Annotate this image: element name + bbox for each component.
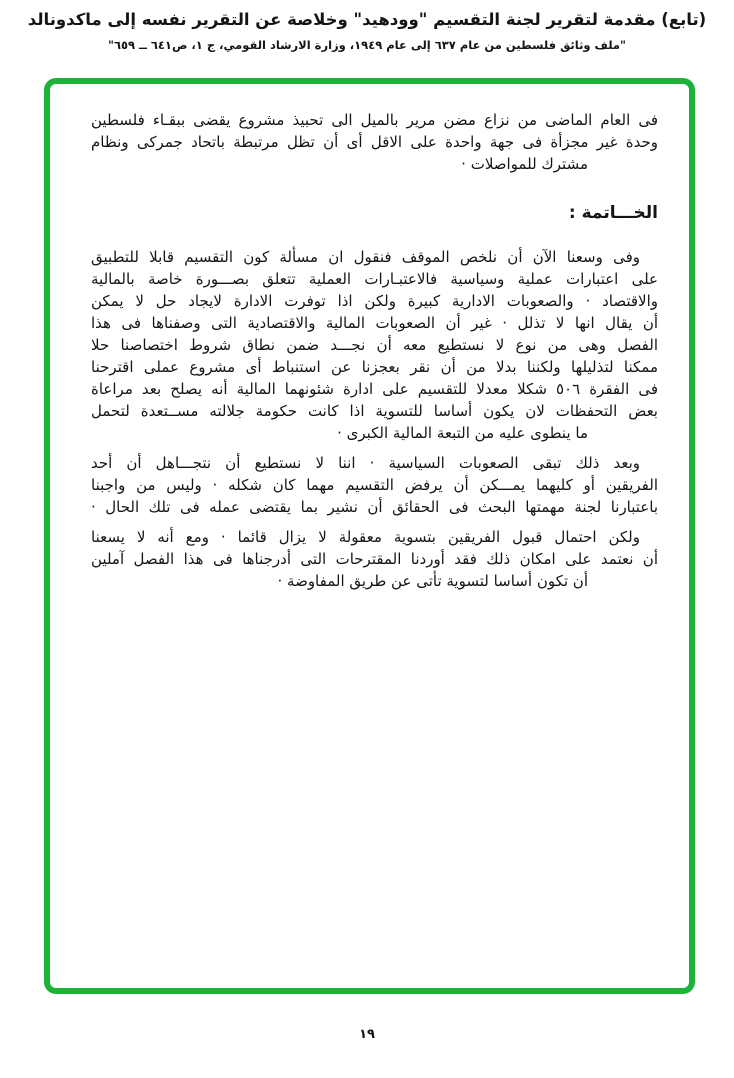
- text-line: فى الفقرة ٥٠٦ شكلا معدلا للتقسيم على ادارة شئونهما المالية أنه يصلح بعد مراعاة: [91, 380, 658, 398]
- opening-paragraph: [91, 109, 658, 175]
- text-line: الفصل وهى من نوع لا نستطيع معه أن نجـــد ضمن نطاق شروط اختصاصنا حلا: [91, 336, 658, 354]
- document-header: [0, 9, 734, 53]
- conclusion-heading: الخـــاتمة :: [568, 203, 658, 223]
- text-line: وبعد ذلك تبقى الصعوبات السياسية · اننا لا نستطيع أن نتجـــاهل أن أحد: [91, 454, 640, 472]
- text-line: فى العام الماضى من نزاع مضن مرير بالميل الى تحبيذ مشروع يقضى ببقـاء فلسطين: [91, 111, 658, 129]
- text-line: مشترك للمواصلات ·: [461, 155, 588, 173]
- text-line: على اعتبارات عملية وسياسية فالاعتبـارات العملية تتعلق بصـــورة خاصة بالمالية: [91, 270, 658, 288]
- conclusion-paragraph-3: [91, 526, 658, 592]
- text-line: الفريقين أو كليهما يمـــكن أن يرفض التقسيم مهما كان شكله · وليس من واجبنا: [91, 476, 658, 494]
- document-source-citation: "ملف وثائق فلسطين من عام ٦٣٧ إلى عام ١٩٤٩، وزارة الارشاد القومي، ج ١، ص٦٤١ ــ ٦٥٩": [107, 38, 627, 52]
- text-line: وحدة غير مجزأة فى جهة واحدة على الاقل أى أن تظل مرتبطة باتحاد جمركى ونظام: [91, 133, 658, 151]
- text-line: بعض التحفظات لان يكون أساسا للتسوية اذا كانت حكومة جلالته مســتعدة لتحمل: [91, 402, 658, 420]
- text-line: ممكنا لتذليلها ولكننا بدلا من أن نقر بعجزنا عن استنباط أى مشروع عملى اقترحنا: [91, 358, 658, 376]
- conclusion-paragraph-1: [91, 246, 658, 444]
- text-line: والاقتصاد · والصعوبات الادارية كبيرة ولكن اذا توفرت الادارة لايجاد حل لا يمكن: [91, 292, 658, 310]
- text-line: باعتبارنا لجنة مهمتها البحث فى الحقائق أن نشير بما يقتضى عمله فى تلك الحال ·: [91, 498, 658, 516]
- text-line: ولكن احتمال قبول الفريقين بتسوية معقولة لا يزال قائما · ومع أنه لا يسعنا: [91, 528, 640, 546]
- page-number: ١٩: [359, 1027, 375, 1042]
- document-title: (تابع) مقدمة لتقرير لجنة التقسيم "وودهيد" وخلاصة عن التقرير نفسه إلى ماكدونالد: [27, 10, 707, 29]
- text-line: أن يقال انها لا تذلل · غير أن الصعوبات المالية والاقتصادية التى وصفناها فى هذا: [91, 314, 658, 332]
- text-line: أن تكون أساسا لتسوية تأتى عن طريق المفاوضة ·: [277, 572, 588, 590]
- text-line: وفى وسعنا الآن أن نلخص الموقف فنقول ان مسألة كون التقسيم قابلا للتطبيق: [91, 248, 640, 266]
- text-line: ما ينطوى عليه من التبعة المالية الكبرى ·: [337, 424, 588, 442]
- green-border-frame: [44, 78, 695, 994]
- text-line: أن نعتمد على امكان ذلك فقد أوردنا المقترحات التى أدرجناها فى هذا الفصل آملين: [91, 550, 658, 568]
- conclusion-paragraph-2: [91, 452, 658, 518]
